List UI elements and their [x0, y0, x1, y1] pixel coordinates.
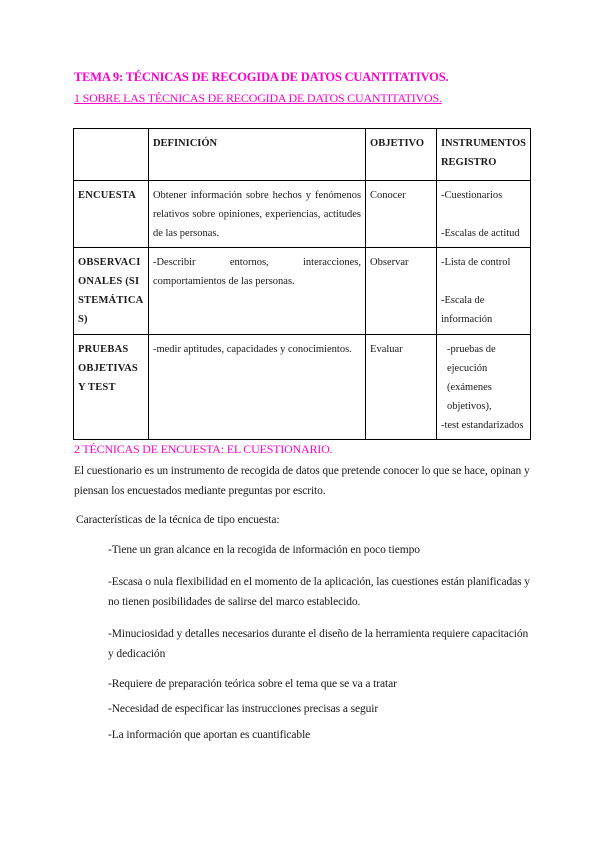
list-item: -Tiene un gran alcance en la recogida de información en poco tiempo: [108, 544, 420, 556]
table-header-empty: [74, 129, 149, 181]
list-item: -La información que aportan es cuantificable: [108, 729, 311, 741]
instrument-item: -Escala de información: [440, 295, 493, 325]
instrument-item: -Lista de control: [440, 257, 511, 268]
table-header-definition: DEFINICIÓN: [148, 129, 365, 181]
row-name: ENCUESTA: [74, 181, 149, 248]
table-header-instruments: INSTRUMENTOS REGISTRO: [436, 129, 530, 181]
instrument-item: -pruebas de ejecución (exámenes objetivos),: [446, 344, 496, 412]
table-header-row: [74, 129, 531, 181]
instrument-item: -Cuestionarios: [440, 190, 503, 201]
row-definition: Obtener información sobre hechos y fenómenos relativos sobre opiniones, experiencias, actitudes de las personas.: [148, 181, 365, 248]
list-item: -Minuciosidad y detalles necesarios durante el diseño de la herramienta requiere capacitación y dedicación: [108, 628, 529, 660]
characteristics-heading: Características de la técnica de tipo encuesta:: [76, 514, 280, 526]
doc-title: TEMA 9: TÉCNICAS DE RECOGIDA DE DATOS CUANTITATIVOS.: [74, 70, 449, 84]
row-instruments: [436, 181, 530, 248]
list-item: -Necesidad de especificar las instrucciones precisas a seguir: [108, 703, 379, 715]
row-objective: Observar: [366, 248, 437, 335]
row-name: PRUEBAS OBJETIVAS Y TEST: [74, 335, 149, 440]
table-row: [74, 335, 531, 440]
row-instruments: [436, 335, 530, 440]
list-item: -Escasa o nula flexibilidad en el momento de la aplicación, las cuestiones están planificadas y no tienen posibilidades de salirse del marco establecido.: [108, 576, 530, 608]
section2-paragraph: El cuestionario es un instrumento de recogida de datos que pretende conocer lo que se hace, opinan y piensan los encuestados mediante preguntas por escrito.: [74, 465, 530, 497]
instrument-item: -test estandarizados: [440, 420, 524, 431]
doc-subtitle: 1 SOBRE LAS TÉCNICAS DE RECOGIDA DE DATOS CUANTITATIVOS.: [74, 91, 442, 105]
list-item: -Requiere de preparación teórica sobre el tema que se va a tratar: [108, 678, 397, 690]
row-objective: Conocer: [366, 181, 437, 248]
section2-heading: 2 TÉCNICAS DE ENCUESTA: EL CUESTIONARIO.: [74, 442, 333, 456]
table-header-objective: OBJETIVO: [366, 129, 437, 181]
row-name: OBSERVACIONALES (SISTEMÁTICAS): [74, 248, 149, 335]
table-row: [74, 181, 531, 248]
row-instruments: [436, 248, 530, 335]
table-row: [74, 248, 531, 335]
instrument-item: -Escalas de actitud: [440, 228, 520, 239]
row-definition: -medir aptitudes, capacidades y conocimientos.: [148, 335, 365, 440]
row-definition: -Describir entornos, interacciones, comportamientos de las personas.: [148, 248, 365, 335]
techniques-table: [73, 128, 531, 440]
row-objective: Evaluar: [366, 335, 437, 440]
